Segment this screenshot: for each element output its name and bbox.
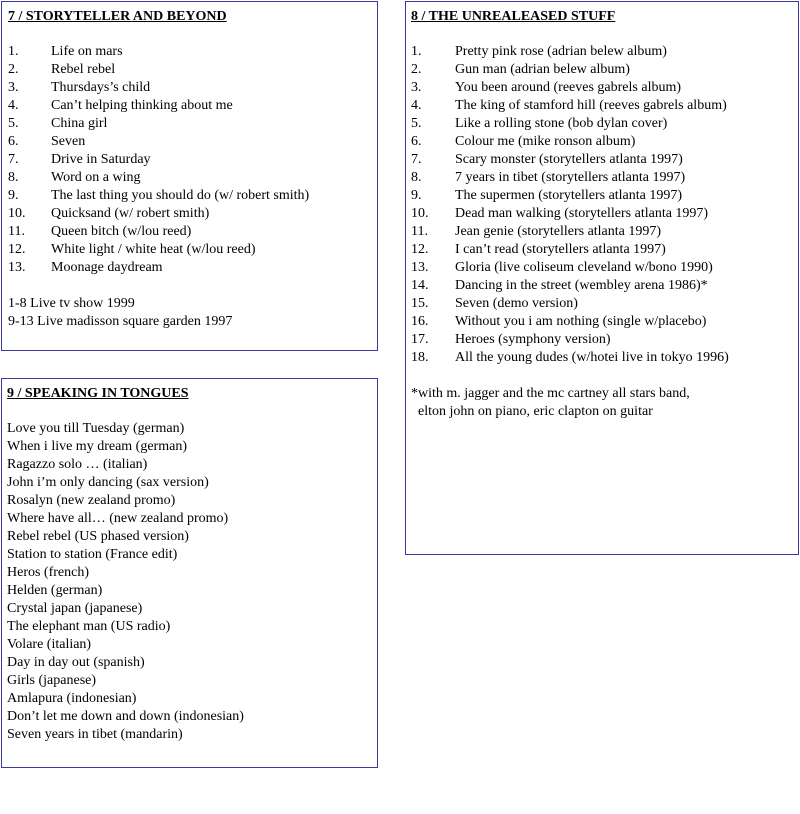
track-item: Love you till Tuesday (german): [7, 421, 185, 436]
track-title: Moonage daydream: [51, 260, 163, 275]
track-number: 5.: [411, 116, 422, 131]
track-item: Day in day out (spanish): [7, 655, 145, 670]
track-number: 1.: [411, 44, 422, 59]
track-number: 3.: [8, 80, 19, 95]
track-title: Drive in Saturday: [51, 152, 151, 167]
track-number: 10.: [8, 206, 26, 221]
track-title: China girl: [51, 116, 108, 131]
track-number: 8.: [411, 170, 422, 185]
section-unreleased-stuff: [405, 1, 799, 555]
track-number: 2.: [411, 62, 422, 77]
track-title: Quicksand (w/ robert smith): [51, 206, 210, 221]
track-number: 4.: [8, 98, 19, 113]
track-number: 11.: [411, 224, 428, 239]
track-title: Can’t helping thinking about me: [51, 98, 233, 113]
track-item: The elephant man (US radio): [7, 619, 171, 634]
track-item: When i live my dream (german): [7, 439, 187, 454]
track-number: 14.: [411, 278, 429, 293]
track-number: 1.: [8, 44, 19, 59]
section-title: 7 / STORYTELLER AND BEYOND: [8, 9, 227, 24]
track-item: Helden (german): [7, 583, 103, 598]
track-number: 4.: [411, 98, 422, 113]
track-number: 8.: [8, 170, 19, 185]
track-number: 16.: [411, 314, 429, 329]
track-title: Word on a wing: [51, 170, 141, 185]
track-number: 7.: [8, 152, 19, 167]
track-item: Where have all… (new zealand promo): [7, 511, 229, 526]
track-number: 13.: [411, 260, 429, 275]
track-number: 5.: [8, 116, 19, 131]
track-item: Seven years in tibet (mandarin): [7, 727, 183, 742]
section-title: 9 / SPEAKING IN TONGUES: [7, 386, 189, 401]
section-title: 8 / THE UNREALEASED STUFF: [411, 9, 616, 24]
track-title: Dancing in the street (wembley arena 1986)*: [455, 278, 708, 293]
track-item: Heros (french): [7, 565, 90, 580]
track-number: 18.: [411, 350, 429, 365]
track-item: Rebel rebel (US phased version): [7, 529, 189, 544]
track-title: Thursdays’s child: [51, 80, 151, 95]
track-number: 17.: [411, 332, 429, 347]
section-storyteller-and-beyond: [1, 1, 378, 351]
track-number: 11.: [8, 224, 25, 239]
track-item: Don’t let me down and down (indonesian): [7, 709, 244, 724]
track-title: Pretty pink rose (adrian belew album): [455, 44, 667, 59]
track-number: 9.: [411, 188, 422, 203]
track-title: All the young dudes (w/hotei live in tokyo 1996): [455, 350, 729, 365]
track-number: 3.: [411, 80, 422, 95]
track-title: The king of stamford hill (reeves gabrels album): [455, 98, 727, 113]
track-list: [7, 420, 244, 744]
track-title: Dead man walking (storytellers atlanta 1997): [455, 206, 709, 221]
note-line: 9-13 Live madisson square garden 1997: [8, 314, 233, 329]
track-number: 6.: [411, 134, 422, 149]
track-item: Crystal japan (japanese): [7, 601, 143, 616]
track-title: White light / white heat (w/lou reed): [51, 242, 256, 257]
track-number: 15.: [411, 296, 429, 311]
track-item: John i’m only dancing (sax version): [7, 475, 209, 490]
track-number: 7.: [411, 152, 422, 167]
track-number: 10.: [411, 206, 429, 221]
track-title: Like a rolling stone (bob dylan cover): [455, 116, 668, 131]
track-title: Seven (demo version): [455, 296, 578, 311]
track-title: You been around (reeves gabrels album): [455, 80, 682, 95]
note-line: 1-8 Live tv show 1999: [8, 296, 135, 311]
track-title: I can’t read (storytellers atlanta 1997): [455, 242, 666, 257]
track-title: Gun man (adrian belew album): [455, 62, 630, 77]
track-number: 2.: [8, 62, 19, 77]
track-number: 9.: [8, 188, 19, 203]
track-item: Station to station (France edit): [7, 547, 178, 562]
track-number: 12.: [411, 242, 429, 257]
track-item: Ragazzo solo … (italian): [7, 457, 148, 472]
track-number: 12.: [8, 242, 26, 257]
track-title: The supermen (storytellers atlanta 1997): [455, 188, 683, 203]
note-line: *with m. jagger and the mc cartney all stars band,: [411, 386, 690, 401]
source-notes: [8, 295, 232, 331]
track-item: Amlapura (indonesian): [7, 691, 137, 706]
track-item: Volare (italian): [7, 637, 92, 652]
track-item: Girls (japanese): [7, 673, 97, 688]
track-title: Colour me (mike ronson album): [455, 134, 636, 149]
note-line: elton john on piano, eric clapton on guitar: [411, 404, 653, 419]
track-number: 13.: [8, 260, 26, 275]
section-speaking-in-tongues: [1, 378, 378, 768]
track-title: 7 years in tibet (storytellers atlanta 1997): [455, 170, 686, 185]
track-title: Without you i am nothing (single w/placebo): [455, 314, 707, 329]
track-title: Heroes (symphony version): [455, 332, 611, 347]
track-number: 6.: [8, 134, 19, 149]
track-title: Jean genie (storytellers atlanta 1997): [455, 224, 662, 239]
track-item: Rosalyn (new zealand promo): [7, 493, 176, 508]
track-title: Scary monster (storytellers atlanta 1997): [455, 152, 683, 167]
track-title: Life on mars: [51, 44, 123, 59]
track-title: The last thing you should do (w/ robert smith): [51, 188, 310, 203]
track-title: Gloria (live coliseum cleveland w/bono 1990): [455, 260, 713, 275]
track-title: Rebel rebel: [51, 62, 116, 77]
track-title: Seven: [51, 134, 86, 149]
track-title: Queen bitch (w/lou reed): [51, 224, 192, 239]
footnote: [411, 385, 690, 421]
